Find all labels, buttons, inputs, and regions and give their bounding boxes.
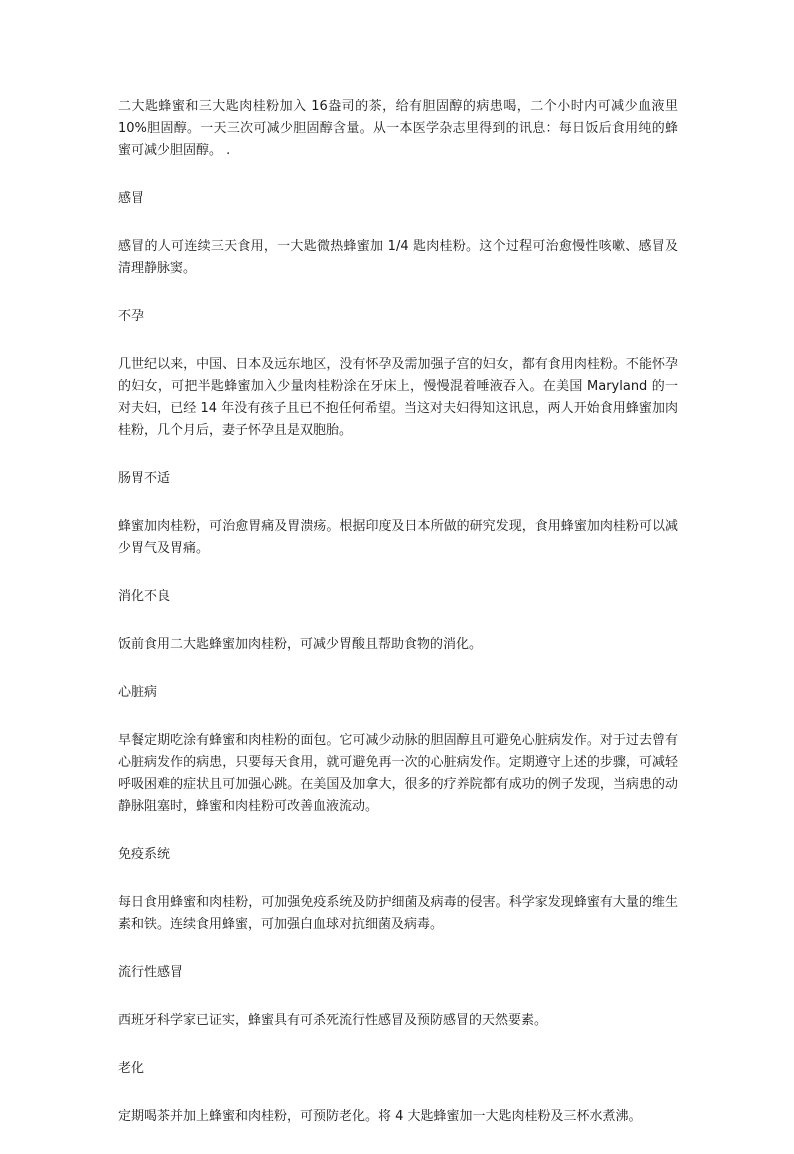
document-page [118,96,678,1154]
heading-cold: 感冒 [118,191,145,206]
heading-indigestion: 消化不良 [118,589,171,604]
heading-infertility: 不孕 [118,309,145,324]
paragraph-heart-disease: 早餐定期吃涂有蜂蜜和肉桂粉的面包。它可减少动脉的胆固醇且可避免心脏病发作。对于过去曾有心脏病发作的病患，只要每天食用，就可避免再一次的心脏病发作。定期遵守上述的步骤，可减轻呼吸困难的症状且可加强心跳。在美国及加拿大，很多的疗养院都有成功的例子发现，当病患的动静脉阻塞时，蜂蜜和肉桂粉可改善血液流动。 [118,733,678,814]
paragraph-cholesterol: 二大匙蜂蜜和三大匙肉桂粉加入 16盎司的茶，给有胆固醇的病患喝，二个小时内可减少血液里 10%胆固醇。一天三次可减少胆固醇含量。从一本医学杂志里得到的讯息：每日饭后食用纯的蜂蜜可减少胆固醇。 . [118,99,678,158]
heading-aging: 老化 [118,1061,145,1076]
heading-immune-system: 免疫系统 [118,847,171,862]
heading-influenza: 流行性感冒 [118,965,184,980]
paragraph-infertility: 几世纪以来，中国、日本及远东地区，没有怀孕及需加强子宫的妇女，都有食用肉桂粉。不能怀孕的妇女，可把半匙蜂蜜加入少量肉桂粉涂在牙床上，慢慢混着唾液吞入。在美国 Maryland 的一对夫妇，已经 14 年没有孩子且已不抱任何希望。当这对夫妇得知这讯息，两人开始食用蜂蜜加肉桂粉，几个月后，妻子怀孕且是双胞胎。 [118,357,678,438]
heading-stomach: 肠胃不适 [118,471,171,486]
paragraph-cold: 感冒的人可连续三天食用，一大匙微热蜂蜜加 1/4 匙肉桂粉。这个过程可治愈慢性咳嗽、感冒及清理静脉窦。 [118,239,678,276]
heading-heart-disease: 心脏病 [118,685,158,700]
paragraph-immune-system: 每日食用蜂蜜和肉桂粉，可加强免疫系统及防护细菌及病毒的侵害。科学家发现蜂蜜有大量的维生素和铁。连续食用蜂蜜，可加强白血球对抗细菌及病毒。 [118,895,678,932]
paragraph-indigestion: 饭前食用二大匙蜂蜜加肉桂粉，可减少胃酸且帮助食物的消化。 [118,637,483,652]
paragraph-influenza: 西班牙科学家已证实，蜂蜜具有可杀死流行性感冒及预防感冒的天然要素。 [118,1013,548,1028]
paragraph-aging: 定期喝茶并加上蜂蜜和肉桂粉，可预防老化。将 4 大匙蜂蜜加一大匙肉桂粉及三杯水煮沸。 [118,1109,642,1124]
paragraph-stomach: 蜂蜜加肉桂粉，可治愈胃痛及胃溃疡。根据印度及日本所做的研究发现，食用蜂蜜加肉桂粉可以减少胃气及胃痛。 [118,519,678,556]
